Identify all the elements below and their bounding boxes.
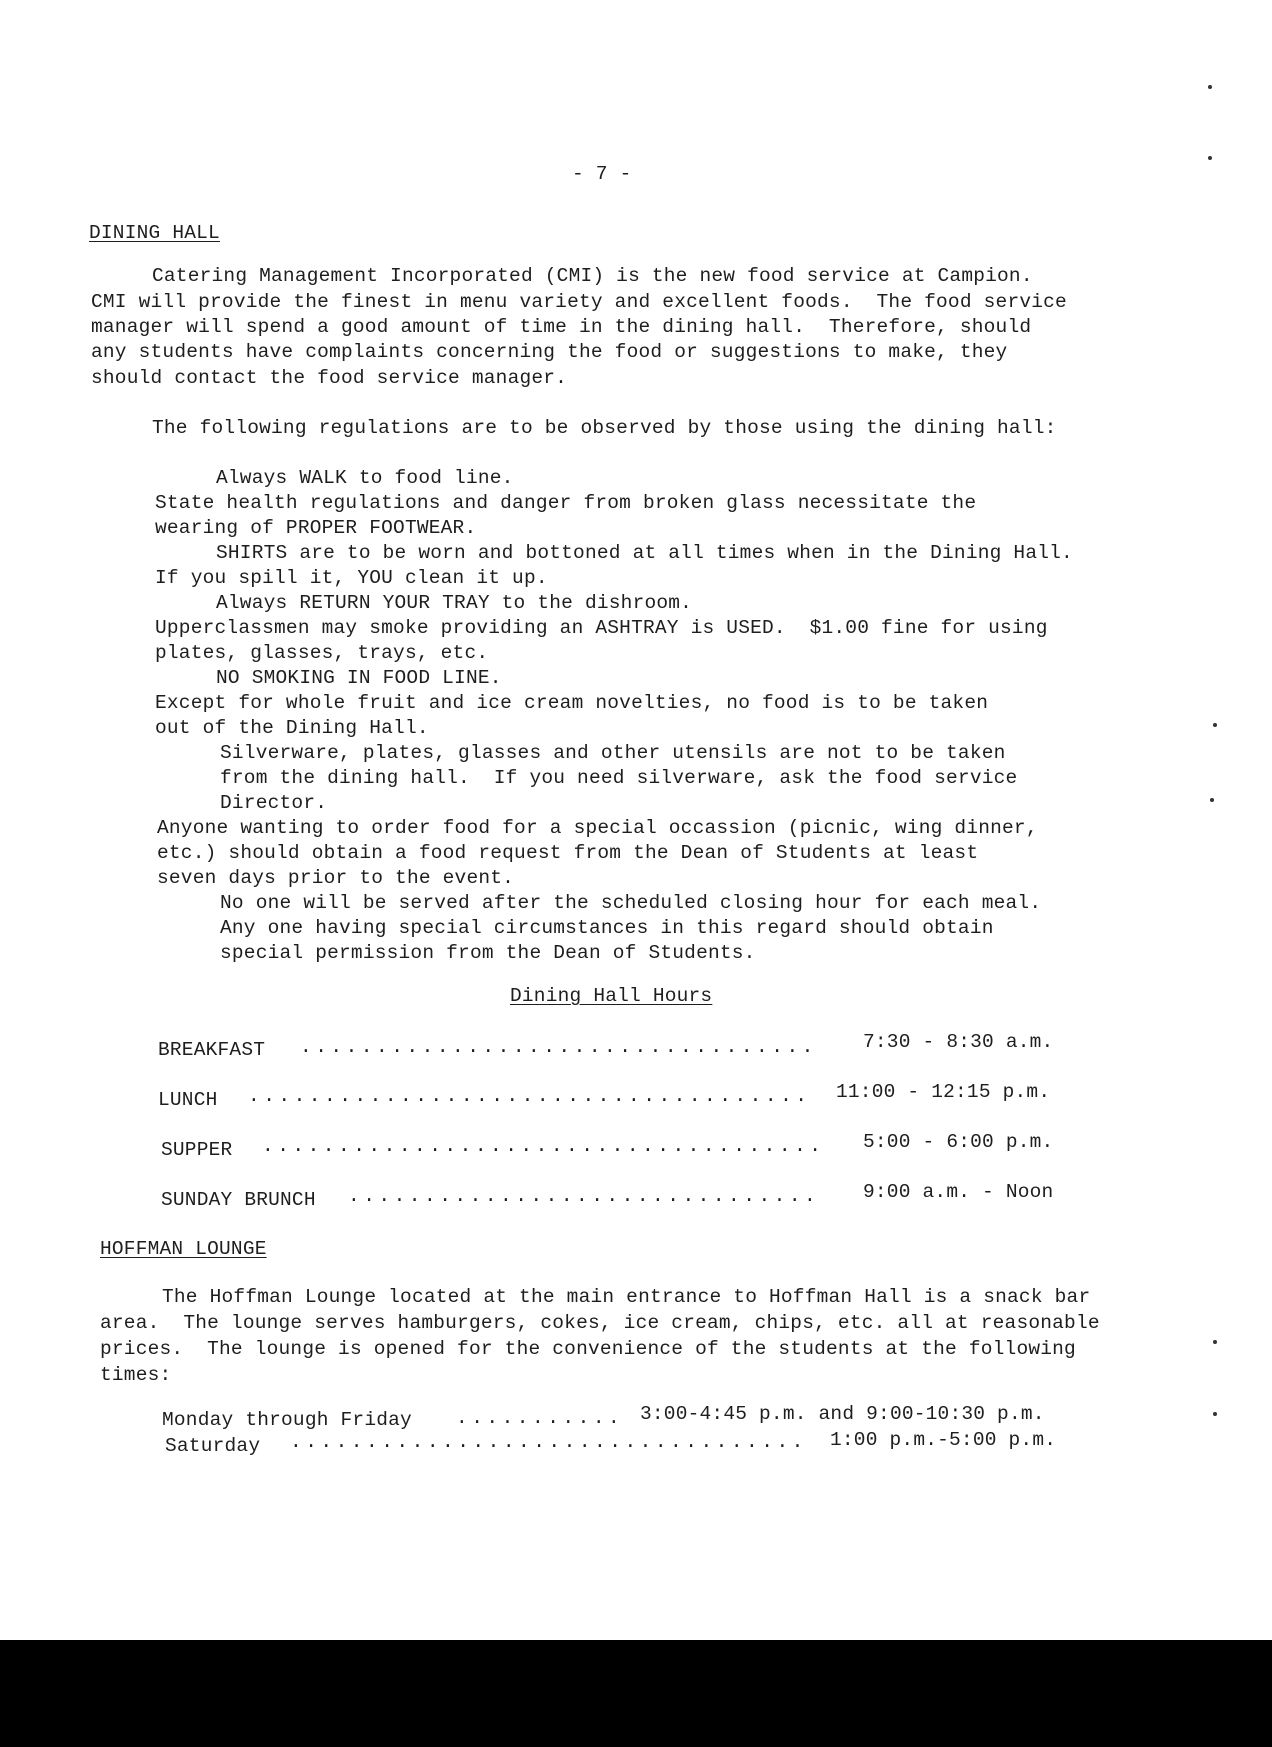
meal-label: LUNCH bbox=[158, 1089, 218, 1111]
regulation-line: plates, glasses, trays, etc. bbox=[155, 642, 489, 664]
meal-time: 7:30 - 8:30 a.m. bbox=[863, 1031, 1054, 1053]
dot-leader bbox=[290, 1430, 810, 1454]
regulation-line: Director. bbox=[220, 792, 328, 814]
lounge-line: The Hoffman Lounge located at the main entrance to Hoffman Hall is a snack bar bbox=[162, 1286, 1091, 1308]
schedule-time: 1:00 p.m.-5:00 p.m. bbox=[830, 1429, 1057, 1451]
intro-line: manager will spend a good amount of time in the dining hall. Therefore, should bbox=[91, 316, 1032, 338]
scan-speck bbox=[1213, 723, 1217, 727]
meal-label: BREAKFAST bbox=[158, 1039, 266, 1061]
schedule-day: Saturday bbox=[165, 1435, 261, 1457]
regulation-line: No one will be served after the scheduled closing hour for each meal. bbox=[220, 892, 1042, 914]
meal-label: SUNDAY BRUNCH bbox=[161, 1189, 316, 1211]
scan-speck bbox=[1213, 1412, 1217, 1416]
intro-line: CMI will provide the finest in menu variety and excellent foods. The food service bbox=[91, 291, 1067, 313]
regulation-line: wearing of PROPER FOOTWEAR. bbox=[155, 517, 477, 539]
scan-speck bbox=[1213, 1340, 1217, 1344]
lounge-line: prices. The lounge is opened for the convenience of the students at the following bbox=[100, 1338, 1076, 1360]
regulations-intro: The following regulations are to be observed by those using the dining hall: bbox=[152, 417, 1057, 439]
meal-time: 9:00 a.m. - Noon bbox=[863, 1181, 1054, 1203]
regulation-line: Anyone wanting to order food for a special occassion (picnic, wing dinner, bbox=[157, 817, 1038, 839]
dot-leader bbox=[248, 1084, 810, 1108]
regulation-line: State health regulations and danger from broken glass necessitate the bbox=[155, 492, 977, 514]
meal-time: 11:00 - 12:15 p.m. bbox=[836, 1081, 1051, 1103]
regulation-line: seven days prior to the event. bbox=[157, 867, 515, 889]
dot-leader bbox=[456, 1406, 616, 1430]
page-number: - 7 - bbox=[572, 163, 632, 185]
hoffman-lounge-heading: HOFFMAN LOUNGE bbox=[100, 1238, 267, 1260]
regulation-line: special permission from the Dean of Students. bbox=[220, 942, 756, 964]
dining-hall-hours-title: Dining Hall Hours bbox=[510, 985, 713, 1007]
regulation-line: SHIRTS are to be worn and bottoned at all times when in the Dining Hall. bbox=[216, 542, 1073, 564]
dining-hall-heading: DINING HALL bbox=[89, 222, 220, 244]
intro-line: Catering Management Incorporated (CMI) is the new food service at Campion. bbox=[152, 265, 1033, 287]
schedule-time: 3:00-4:45 p.m. and 9:00-10:30 p.m. bbox=[640, 1403, 1045, 1425]
dot-leader bbox=[300, 1035, 820, 1059]
meal-time: 5:00 - 6:00 p.m. bbox=[863, 1131, 1054, 1153]
dot-leader bbox=[348, 1184, 820, 1208]
regulation-line: Any one having special circumstances in this regard should obtain bbox=[220, 917, 994, 939]
scan-speck bbox=[1208, 85, 1212, 89]
regulation-line: If you spill it, YOU clean it up. bbox=[155, 567, 548, 589]
lounge-line: times: bbox=[100, 1364, 172, 1386]
intro-line: any students have complaints concerning the food or suggestions to make, they bbox=[91, 341, 1008, 363]
regulation-line: Upperclassmen may smoke providing an ASHTRAY is USED. $1.00 fine for using bbox=[155, 617, 1048, 639]
meal-label: SUPPER bbox=[161, 1139, 233, 1161]
scan-speck bbox=[1208, 156, 1212, 160]
regulation-line: Silverware, plates, glasses and other utensils are not to be taken bbox=[220, 742, 1006, 764]
regulation-line: from the dining hall. If you need silverware, ask the food service bbox=[220, 767, 1018, 789]
regulation-line: NO SMOKING IN FOOD LINE. bbox=[216, 667, 502, 689]
regulation-line: out of the Dining Hall. bbox=[155, 717, 429, 739]
regulation-line: etc.) should obtain a food request from the Dean of Students at least bbox=[157, 842, 979, 864]
scan-speck bbox=[1210, 798, 1214, 802]
dot-leader bbox=[262, 1134, 820, 1158]
regulation-line: Always RETURN YOUR TRAY to the dishroom. bbox=[216, 592, 693, 614]
lounge-line: area. The lounge serves hamburgers, cokes, ice cream, chips, etc. all at reasonable bbox=[100, 1312, 1100, 1334]
schedule-day: Monday through Friday bbox=[162, 1409, 412, 1431]
regulation-line: Always WALK to food line. bbox=[216, 467, 514, 489]
scan-bottom-border bbox=[0, 1640, 1272, 1747]
intro-line: should contact the food service manager. bbox=[91, 367, 568, 389]
regulation-line: Except for whole fruit and ice cream novelties, no food is to be taken bbox=[155, 692, 989, 714]
